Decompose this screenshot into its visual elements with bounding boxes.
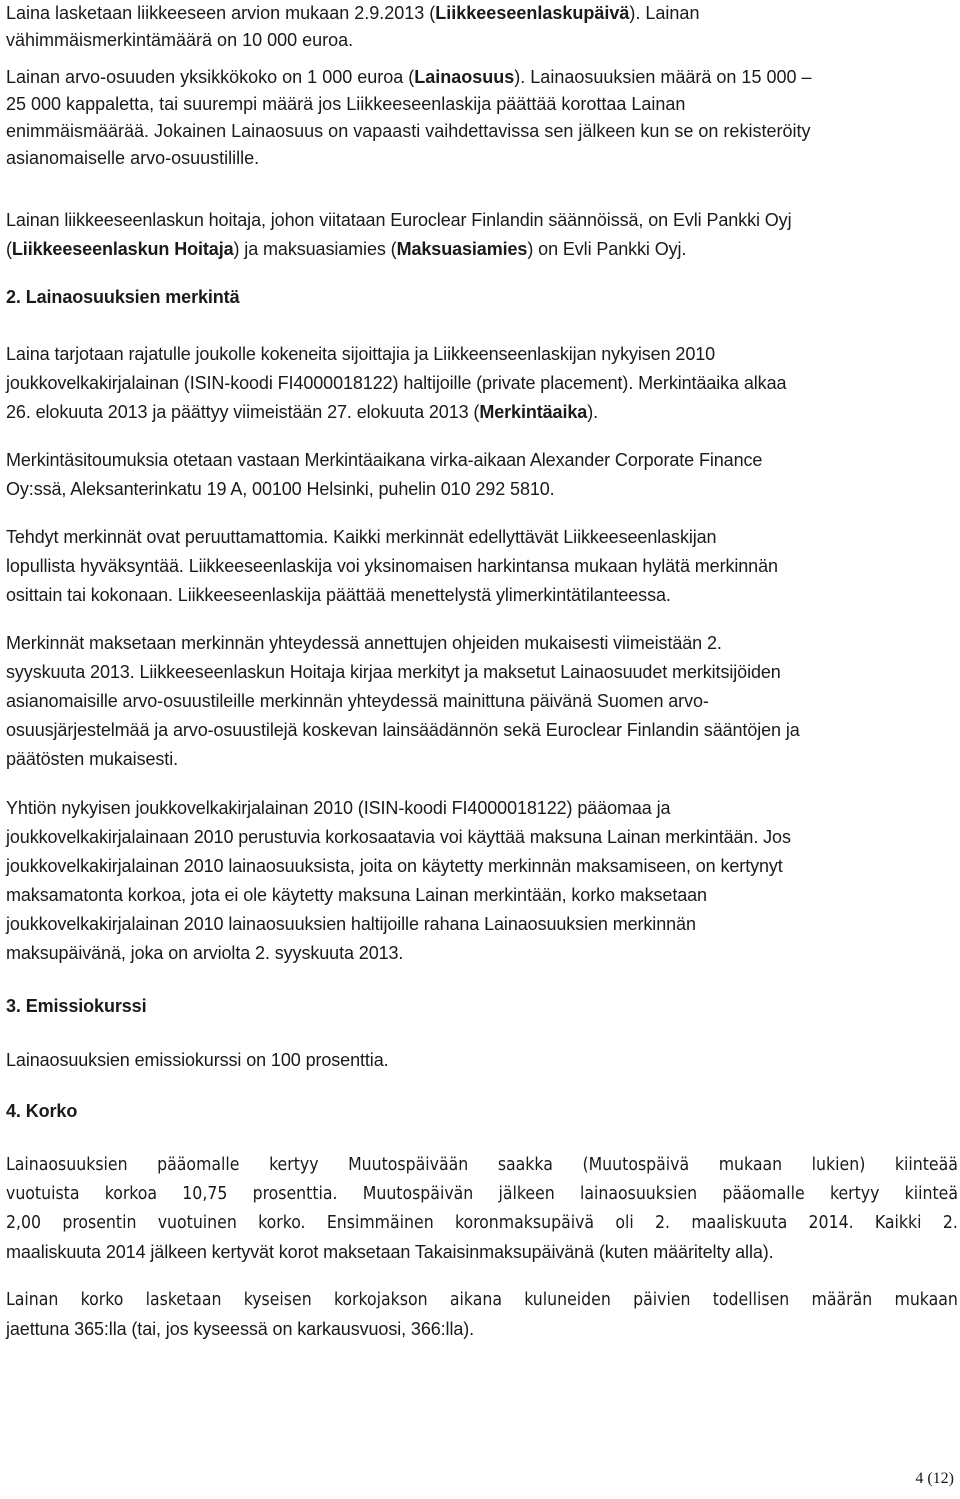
word: päivien bbox=[633, 1290, 691, 1310]
word: Lainan bbox=[6, 1290, 59, 1310]
word: mukaan bbox=[894, 1290, 958, 1310]
section-heading: 3. Emissiokurssi bbox=[6, 996, 147, 1016]
word: lainaosuuksien bbox=[579, 1184, 698, 1204]
irrevocable-paragraph: Tehdyt merkinnät ovat peruuttamattomia. Kaikki merkinnät edellyttävät Liikkeeseenlaskijan lopullista hyväksyntää. Liikkeeseenlaskija voi yksinomaisen harkintansa mukaan hylätä merkinnän osittain tai kokonaan. Liikkeeseenlaskija päättää menettelystä ylimerkintätilanteessa. bbox=[6, 527, 778, 605]
defined-term: Merkintäaika bbox=[479, 402, 588, 422]
word: Muutospäivän bbox=[362, 1184, 474, 1204]
section-heading: 4. Korko bbox=[6, 1101, 78, 1121]
justified-line bbox=[6, 1209, 958, 1238]
justified-line bbox=[6, 1151, 958, 1180]
word: kyseisen bbox=[243, 1290, 312, 1310]
word: vuotuinen bbox=[157, 1213, 237, 1233]
word: (Muutospäivä bbox=[582, 1155, 690, 1175]
word: pääomalle bbox=[722, 1184, 805, 1204]
word: korko. bbox=[258, 1213, 306, 1233]
word: prosentin bbox=[62, 1213, 137, 1233]
word: kertyy bbox=[269, 1155, 319, 1175]
word: korkojakson bbox=[333, 1290, 428, 1310]
word: 2. bbox=[942, 1213, 958, 1233]
issue-price-paragraph: Lainaosuuksien emissiokurssi on 100 prosenttia. bbox=[6, 1050, 389, 1070]
day-count-paragraph: Lainan korko lasketaan kyseisen korkojakson aikana kuluneiden päivien todellisen määrän mukaan jaettuna 365:lla (tai, jos kyseessä on karkausvuosi, 366:lla). bbox=[6, 1286, 958, 1344]
interest-paragraph: Lainaosuuksien pääomalle kertyy Muutospäivään saakka (Muutospäivä mukaan lukien) kiinteää vuotuista korkoa 10,75 prosenttia. Muutospäivän jälkeen lainaosuuksien pääomalle kertyy kiinteä 2,00 prosentin vuotuinen korko. Ensimmäinen koronmaksupäivä oli 2. maaliskuuta 2014. Kaikki 2. maaliskuuta 2014 jälkeen kertyvät korot maksetaan Takaisinmaksupäivänä (kuten määritelty alla). bbox=[6, 1151, 958, 1267]
word: 10,75 bbox=[182, 1184, 228, 1204]
word: vuotuista bbox=[6, 1184, 80, 1204]
word: prosenttia. bbox=[252, 1184, 338, 1204]
word: kiinteää bbox=[894, 1155, 958, 1175]
word: korko bbox=[80, 1290, 124, 1310]
justified-line bbox=[6, 1286, 958, 1315]
payment-paragraph: Merkinnät maksetaan merkinnän yhteydessä annettujen ohjeiden mukaisesti viimeistään 2. syyskuuta 2013. Liikkeeseenlaskun Hoitaja kirjaa merkityt ja maksetut Lainaosuudet merkitsijöiden asianomaisille arvo-osuustileille merkinnän yhteydessä mainittuna päivänä Suomen arvo- osuusjärjestelmää ja arvo-osuustilejä koskevan lainsäädännön sekä Euroclear Finlandin sääntöjen ja päätösten mukaisesti. bbox=[6, 633, 800, 769]
issuing-agent-paragraph: Lainan liikkeeseenlaskun hoitaja, johon viitataan Euroclear Finlandin säännöissä, on Evli Pankki Oyj (Liikkeeseenlaskun Hoitaja) ja maksuasiamies (Maksuasiamies) on Evli Pankki Oyj. bbox=[6, 210, 792, 259]
word: lukien) bbox=[811, 1155, 866, 1175]
word: määrän bbox=[811, 1290, 873, 1310]
word: oli bbox=[615, 1213, 634, 1233]
existing-loan-paragraph: Yhtiön nykyisen joukkovelkakirjalainan 2010 (ISIN-koodi FI4000018122) pääomaa ja joukkovelkakirjalainaan 2010 perustuvia korkosaatavia voi käyttää maksuna Lainan merkintään. Jos joukkovelkakirjalainan 2010 lainaosuuksista, joita on käytetty merkinnän maksamiseen, on kertynyt maksamatonta korkoa, jota ei ole käytetty maksuna Lainan merkintään, korko maksetaan joukkovelkakirjalainan 2010 lainaosuuksien haltijoille rahana Lainaosuuksien merkinnän maksupäivänä, joka on arviolta 2. syyskuuta 2013. bbox=[6, 798, 791, 963]
subscription-paragraph: Laina tarjotaan rajatulle joukolle kokeneita sijoittajia ja Liikkeenseenlaskijan nykyisen 2010 joukkovelkakirjalainan (ISIN-koodi FI4000018122) haltijoille (private placement). Merkintäaika alkaa 26. elokuuta 2013 ja päättyy viimeistään 27. elokuuta 2013 (Merkintäaika). bbox=[6, 344, 787, 422]
defined-term: Liikkeeseenlaskun Hoitaja bbox=[11, 239, 234, 259]
word: Ensimmäinen bbox=[326, 1213, 434, 1233]
word: jälkeen bbox=[498, 1184, 555, 1204]
defined-term: Liikkeeseenlaskupäivä bbox=[435, 3, 630, 23]
word: kuluneiden bbox=[524, 1290, 611, 1310]
word: Muutospäivään bbox=[348, 1155, 469, 1175]
defined-term: Lainaosuus bbox=[414, 67, 515, 87]
word: saakka bbox=[497, 1155, 553, 1175]
word: todellisen bbox=[712, 1290, 790, 1310]
word: kertyy bbox=[829, 1184, 880, 1204]
commitments-paragraph: Merkintäsitoumuksia otetaan vastaan Merkintäaikana virka-aikaan Alexander Corporate Finance Oy:ssä, Aleksanterinkatu 19 A, 00100 Helsinki, puhelin 010 292 5810. bbox=[6, 450, 763, 499]
unit-size-paragraph: Lainan arvo-osuuden yksikkökoko on 1 000 euroa (Lainaosuus). Lainaosuuksien määrä on 15 000 – 25 000 kappaletta, tai suurempi määrä jos Liikkeeseenlaskija päättää korottaa Lainan enimmäismäärää. Jokainen Lainaosuus on vapaasti vaihdettavissa sen jälkeen kun se on rekisteröity asianomaiselle arvo-osuustilille. bbox=[6, 67, 812, 168]
word: 2. bbox=[655, 1213, 671, 1233]
word: kiinteä bbox=[904, 1184, 958, 1204]
page-number: 4 (12) bbox=[915, 1470, 954, 1487]
word: pääomalle bbox=[157, 1155, 240, 1175]
word: maaliskuuta bbox=[691, 1213, 788, 1233]
word: 2014. bbox=[808, 1213, 854, 1233]
word: korkoa bbox=[104, 1184, 158, 1204]
word: aikana bbox=[449, 1290, 502, 1310]
section-heading: 2. Lainaosuuksien merkintä bbox=[6, 287, 240, 307]
justified-line bbox=[6, 1180, 958, 1209]
word: mukaan bbox=[718, 1155, 783, 1175]
issue-date-paragraph: Laina lasketaan liikkeeseen arvion mukaan 2.9.2013 (Liikkeeseenlaskupäivä). Lainan vähimmäismerkintämäärä on 10 000 euroa. bbox=[6, 3, 700, 50]
word: Lainaosuuksien bbox=[6, 1155, 128, 1175]
word: Kaikki bbox=[874, 1213, 922, 1233]
defined-term: Maksuasiamies bbox=[396, 239, 528, 259]
word: koronmaksupäivä bbox=[454, 1213, 595, 1233]
word: lasketaan bbox=[145, 1290, 222, 1310]
word: 2,00 bbox=[6, 1213, 42, 1233]
